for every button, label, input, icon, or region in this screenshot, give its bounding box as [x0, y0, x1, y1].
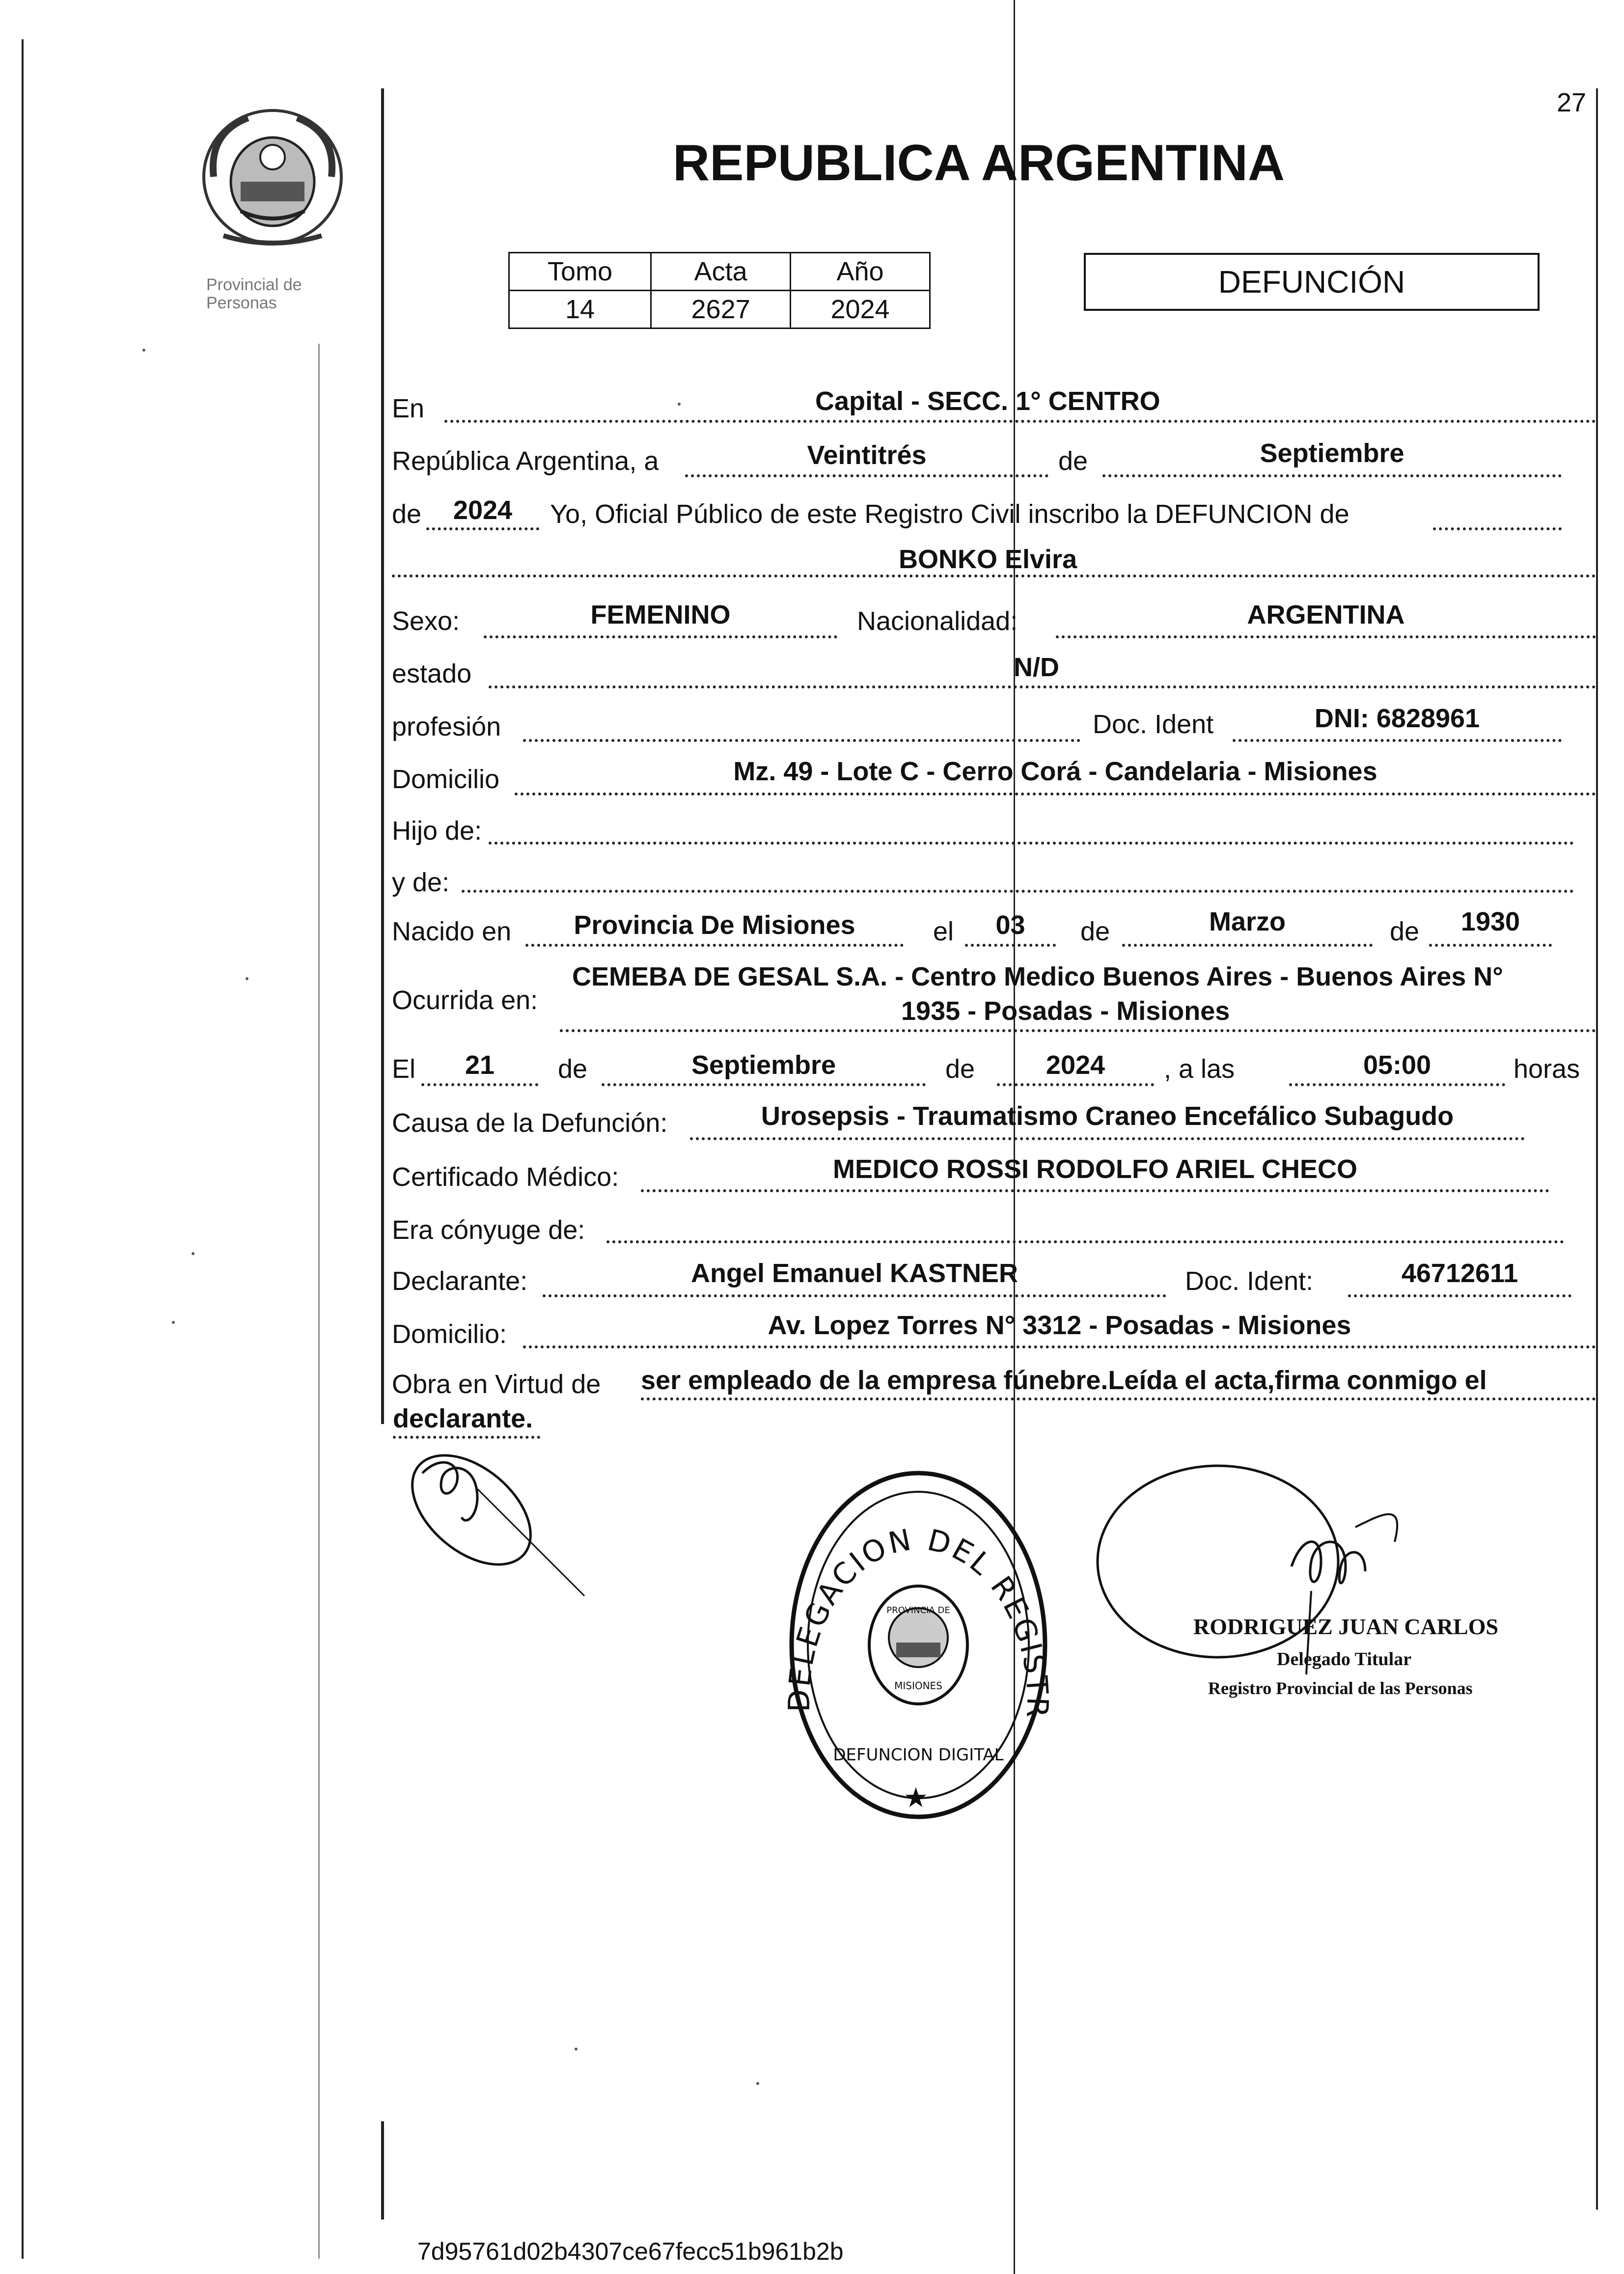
nombre: BONKO Elvira: [899, 545, 1077, 574]
registry-table: [508, 252, 931, 329]
nacionalidad-line: [1056, 635, 1596, 638]
en-label: En: [392, 394, 425, 423]
yde-label: y de:: [392, 868, 450, 897]
svg-text:DELEGACION DEL REGISTRO DE LAS: ELEGACION DEL REGIS: [786, 1522, 1051, 1689]
tomo-value: 14: [509, 291, 651, 329]
decl-dom-label: Domicilio:: [392, 1319, 507, 1349]
conyuge-label: Era cónyuge de:: [392, 1215, 585, 1245]
obra-line1: ser empleado de la empresa fúnebre.Leída el acta,firma conmigo el: [641, 1366, 1487, 1395]
estado-label: estado: [392, 659, 472, 688]
dia-line: [685, 474, 1048, 477]
hijo-line: [489, 842, 1574, 845]
obra-line-2: [393, 1436, 540, 1439]
profesion-line: [523, 739, 1080, 742]
official-name: RODRIGUEZ JUAN CARLOS: [1193, 1614, 1499, 1639]
nacido-lugar: Provincia De Misiones: [574, 910, 855, 940]
page-number: 27: [1557, 88, 1587, 117]
hora: 05:00: [1363, 1050, 1431, 1080]
cert: MEDICO ROSSI RODOLFO ARIEL CHECO: [832, 1154, 1358, 1184]
estado-line: [489, 685, 1596, 688]
scan-line-left: [22, 39, 24, 2259]
obra-line2: declarante.: [393, 1404, 533, 1433]
fecha-mes-line: [602, 1083, 926, 1086]
acta-header: Acta: [651, 253, 791, 291]
anio: 2024: [453, 495, 513, 525]
nacido-anio-line: [1429, 944, 1552, 947]
fecha-mes: Septiembre: [691, 1050, 836, 1080]
cert-label: Certificado Médico:: [392, 1162, 619, 1192]
estado: N/D: [1014, 653, 1059, 682]
causa: Urosepsis - Traumatismo Craneo Encefálico Subagudo: [761, 1101, 1454, 1131]
nacionalidad-label: Nacionalidad:: [857, 606, 1018, 636]
ocurrida-line1: CEMEBA DE GESAL S.A. - Centro Medico Buenos Aires - Buenos Aires N°: [572, 962, 1503, 991]
domicilio-label: Domicilio: [392, 765, 500, 794]
decl-dom: Av. Lopez Torres N° 3312 - Posadas - Misiones: [768, 1311, 1351, 1340]
mes: Septiembre: [1260, 438, 1404, 468]
doc-label: Doc. Ident: [1093, 710, 1214, 739]
de-n1-label: de: [1080, 917, 1110, 946]
de-f2-label: de: [945, 1054, 975, 1084]
causa-line: [690, 1137, 1525, 1140]
sexo-line: [484, 635, 837, 638]
ocurrida-line2: 1935 - Posadas - Misiones: [901, 996, 1230, 1026]
sexo: FEMENINO: [590, 600, 731, 630]
decl-doc-line: [1348, 1294, 1571, 1297]
nacido-dia-line: [965, 944, 1056, 947]
causa-label: Causa de la Defunción:: [392, 1108, 668, 1138]
hijo-label: Hijo de:: [392, 816, 482, 846]
scan-line-faint: [318, 344, 320, 2259]
nacido-dia: 03: [995, 910, 1025, 940]
acta-value: 2627: [651, 291, 791, 329]
declarant-signature: [393, 1444, 599, 1611]
svg-text:PROVINCIA DE: PROVINCIA DE: [886, 1605, 950, 1616]
en-value: Capital - SECC. 1° CENTRO: [815, 386, 1160, 416]
el2-label: El: [392, 1054, 416, 1084]
profesion-label: profesión: [392, 712, 501, 741]
cert-line: [641, 1189, 1549, 1192]
nacido-lugar-line: [525, 944, 904, 947]
doc: DNI: 6828961: [1314, 704, 1480, 733]
de-f1-label: de: [558, 1054, 588, 1084]
republica-label: República Argentina, a: [392, 446, 659, 476]
svg-text:★: ★: [903, 1782, 929, 1814]
domicilio: Mz. 49 - Lote C - Cerro Corá - Candelaria - Misiones: [733, 757, 1377, 786]
alas-label: , a las: [1164, 1054, 1235, 1084]
act-type: DEFUNCIÓN: [1218, 264, 1405, 300]
tomo-header: Tomo: [509, 253, 651, 291]
yo-line: [1433, 527, 1562, 530]
document-hash: 7d95761d02b4307ce67fecc51b961b2b: [417, 2238, 844, 2265]
nacionalidad: ARGENTINA: [1247, 600, 1405, 630]
svg-text:DEFUNCION DIGITAL: DEFUNCION DIGITAL: [833, 1745, 1004, 1765]
de-n2-label: de: [1390, 917, 1420, 946]
act-type-box: [1084, 253, 1540, 311]
horas-label: horas: [1514, 1054, 1580, 1084]
obra-line: [641, 1397, 1596, 1400]
de-label: de: [1058, 446, 1088, 476]
official-office: Registro Provincial de las Personas: [1208, 1678, 1473, 1698]
declarante-label: Declarante:: [392, 1266, 528, 1296]
crest-icon: [194, 103, 351, 250]
registry-seal: [786, 1466, 1051, 1824]
mes-line: [1102, 474, 1562, 477]
svg-text:MISIONES: MISIONES: [894, 1680, 942, 1692]
declarante: Angel Emanuel KASTNER: [690, 1259, 1018, 1288]
ocurrida-label: Ocurrida en:: [392, 986, 538, 1015]
fecha-anio: 2024: [1046, 1050, 1105, 1080]
yde-line: [462, 890, 1574, 893]
decl-doc-label: Doc. Ident:: [1185, 1266, 1314, 1296]
de2-label: de: [392, 499, 422, 529]
fecha-dia-line: [421, 1083, 538, 1086]
nacido-anio: 1930: [1460, 907, 1520, 936]
nacido-mes: Marzo: [1209, 907, 1286, 936]
decl-dom-line: [523, 1345, 1596, 1348]
declarante-line: [543, 1294, 1166, 1297]
sexo-label: Sexo:: [392, 606, 460, 636]
decl-doc: 46712611: [1401, 1259, 1518, 1288]
fecha-anio-line: [997, 1083, 1154, 1086]
nacido-label: Nacido en: [392, 917, 512, 946]
yo-text: Yo, Oficial Público de este Registro Civil inscribo la DEFUNCION de: [550, 499, 1349, 529]
anio-value: 2024: [791, 291, 930, 329]
fecha-dia: 21: [465, 1050, 495, 1080]
scan-line-right: [1596, 88, 1598, 2210]
doc-line: [1233, 739, 1562, 742]
hora-line: [1289, 1083, 1505, 1086]
en-line: [444, 420, 1596, 423]
scan-line-margin-low: [381, 2121, 384, 2219]
page-title: REPUBLICA ARGENTINA: [673, 135, 1285, 192]
anio-line: [426, 527, 539, 530]
nacido-mes-line: [1122, 944, 1373, 947]
el-label: el: [933, 917, 954, 946]
province-crest: [194, 103, 351, 250]
official-role: Delegado Titular: [1277, 1649, 1412, 1670]
obra-label: Obra en Virtud de: [392, 1370, 601, 1399]
crest-caption: Provincial de Personas: [206, 275, 302, 313]
dia-palabra: Veintitrés: [807, 440, 927, 470]
official-signature: [1090, 1444, 1473, 1719]
domicilio-line: [515, 793, 1596, 795]
anio-header: Año: [791, 253, 930, 291]
conyuge-line: [606, 1240, 1564, 1243]
scan-line-margin: [381, 88, 384, 1424]
ocurrida-line: [560, 1029, 1596, 1032]
nombre-line: [392, 575, 1596, 577]
